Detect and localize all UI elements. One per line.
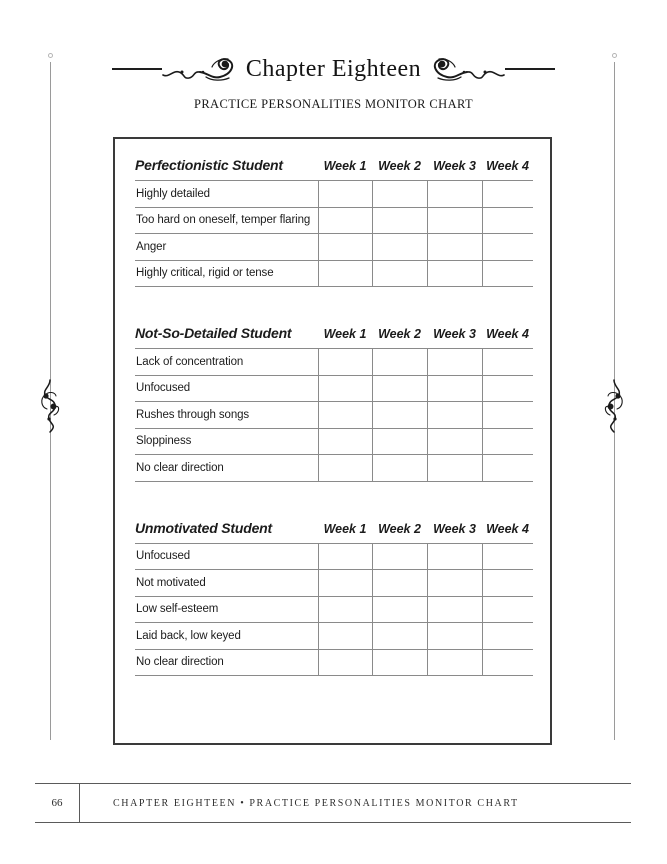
week-cell — [372, 597, 427, 623]
table-title: Unmotivated Student — [135, 519, 272, 536]
week-cell — [318, 570, 372, 596]
week-cell — [482, 349, 533, 375]
table-row — [135, 596, 533, 623]
running-footer-text: CHAPTER EIGHTEEN • PRACTICE PERSONALITIES MONITOR CHART — [113, 797, 519, 809]
table-body — [135, 348, 533, 482]
week-cell — [482, 455, 533, 481]
week-cell — [318, 402, 372, 428]
week-cell — [318, 544, 372, 570]
week-cell — [427, 570, 482, 596]
week-cell — [482, 650, 533, 676]
week-cell — [372, 544, 427, 570]
row-label: Highly critical, rigid or tense — [136, 267, 274, 280]
week-cell — [482, 570, 533, 596]
week-cell — [318, 181, 372, 207]
chapter-heading — [0, 54, 667, 84]
week-cell — [482, 597, 533, 623]
week-cell — [318, 261, 372, 287]
row-label: Not motivated — [136, 576, 206, 589]
week-cell — [318, 376, 372, 402]
week-cell — [318, 597, 372, 623]
monitor-table — [135, 502, 533, 677]
week-cell — [482, 376, 533, 402]
week-cell — [427, 261, 482, 287]
week-cell — [318, 623, 372, 649]
table-row — [135, 207, 533, 234]
week-header: Week 2 — [378, 521, 421, 536]
left-scroll-ornament-icon — [37, 379, 63, 433]
table-row — [135, 260, 533, 287]
week-cell — [427, 402, 482, 428]
week-cell — [427, 597, 482, 623]
monitor-chart-box — [113, 137, 552, 745]
row-label: Laid back, low keyed — [136, 629, 241, 642]
table-header-row — [135, 307, 533, 348]
week-header: Week 1 — [323, 521, 367, 536]
week-cell — [482, 261, 533, 287]
table-row — [135, 543, 533, 570]
table-row — [135, 622, 533, 649]
table-row — [135, 180, 533, 207]
week-cell — [318, 349, 372, 375]
week-cell — [427, 376, 482, 402]
week-cell — [427, 349, 482, 375]
week-cell — [427, 623, 482, 649]
row-label: Lack of concentration — [136, 355, 244, 368]
left-flourish-icon — [162, 54, 238, 84]
week-header: Week 1 — [323, 159, 367, 173]
row-label: Sloppiness — [136, 435, 192, 448]
table-row — [135, 375, 533, 402]
table-row — [135, 348, 533, 375]
week-cell — [482, 234, 533, 260]
week-cell — [372, 570, 427, 596]
right-scroll-ornament-icon — [601, 379, 627, 433]
week-cell — [372, 402, 427, 428]
week-cell — [427, 650, 482, 676]
row-label: Anger — [136, 240, 167, 253]
monitor-table — [135, 139, 533, 287]
table-title: Not-So-Detailed Student — [135, 325, 292, 341]
week-header: Week 4 — [486, 159, 529, 173]
row-label: No clear direction — [136, 461, 224, 474]
week-header: Week 2 — [378, 327, 421, 341]
week-header: Week 3 — [433, 159, 476, 173]
week-cell — [427, 181, 482, 207]
week-cell — [318, 208, 372, 234]
table-body — [135, 180, 533, 287]
week-cell — [372, 650, 427, 676]
week-cell — [427, 234, 482, 260]
week-cell — [372, 429, 427, 455]
table-row — [135, 233, 533, 260]
week-header: Week 2 — [378, 159, 421, 173]
week-header: Week 4 — [486, 327, 529, 341]
monitor-table — [135, 307, 533, 482]
row-label: Unfocused — [136, 382, 191, 395]
row-label: No clear direction — [136, 656, 224, 669]
week-cell — [482, 429, 533, 455]
week-cell — [318, 234, 372, 260]
week-cell — [482, 623, 533, 649]
week-cell — [427, 455, 482, 481]
week-cell — [482, 402, 533, 428]
week-cell — [427, 208, 482, 234]
week-cell — [372, 234, 427, 260]
row-label: Highly detailed — [136, 187, 210, 200]
right-flourish-icon — [429, 54, 505, 84]
table-row — [135, 428, 533, 455]
table-row — [135, 401, 533, 428]
week-cell — [482, 544, 533, 570]
table-header-row — [135, 502, 533, 543]
row-label: Unfocused — [136, 550, 191, 563]
row-label: Too hard on oneself, temper flaring — [136, 214, 311, 227]
week-header: Week 1 — [323, 327, 367, 341]
table-row — [135, 649, 533, 676]
table-row — [135, 569, 533, 596]
week-cell — [372, 455, 427, 481]
week-cell — [427, 429, 482, 455]
week-cell — [482, 181, 533, 207]
week-cell — [372, 181, 427, 207]
table-body — [135, 543, 533, 677]
week-header: Week 3 — [433, 521, 476, 536]
table-row — [135, 454, 533, 481]
week-cell — [372, 208, 427, 234]
week-cell — [372, 349, 427, 375]
week-cell — [427, 544, 482, 570]
row-label: Low self-esteem — [136, 603, 219, 616]
week-cell — [318, 429, 372, 455]
heading-rule-left — [112, 68, 162, 70]
week-cell — [482, 208, 533, 234]
page-number: 66 — [35, 784, 80, 822]
week-cell — [372, 376, 427, 402]
page-footer — [35, 783, 631, 823]
week-cell — [318, 455, 372, 481]
chapter-title: Chapter Eighteen — [245, 55, 422, 82]
week-header: Week 4 — [486, 521, 529, 536]
page-subtitle: PRACTICE PERSONALITIES MONITOR CHART — [193, 97, 474, 111]
week-cell — [372, 261, 427, 287]
week-cell — [318, 650, 372, 676]
heading-rule-right — [505, 68, 555, 70]
row-label: Rushes through songs — [136, 408, 250, 421]
table-header-row — [135, 139, 533, 180]
week-cell — [372, 623, 427, 649]
week-header: Week 3 — [433, 327, 476, 341]
table-title: Perfectionistic Student — [135, 157, 283, 173]
